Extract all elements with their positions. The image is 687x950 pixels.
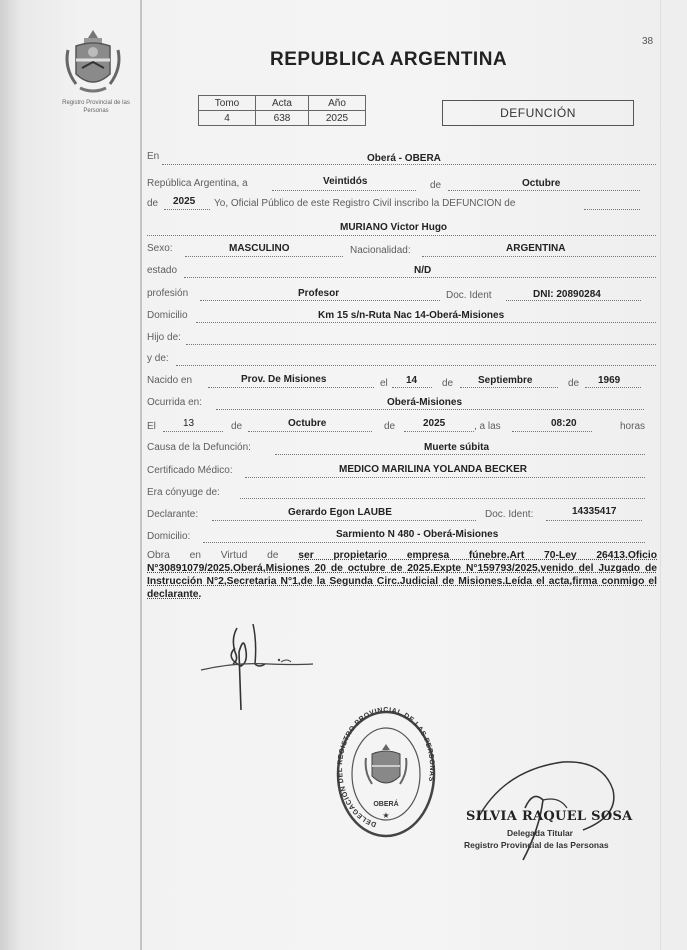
inscribo-line: [584, 209, 640, 210]
page-number: 38: [642, 36, 654, 47]
nacionalidad-value: ARGENTINA: [506, 243, 566, 254]
profesion-label: profesión: [147, 288, 189, 299]
de-label: de: [430, 180, 442, 191]
acta-value: 638: [256, 111, 309, 126]
causa-label: Causa de la Defunción:: [147, 442, 251, 453]
document-title: REPUBLICA ARGENTINA: [270, 49, 508, 70]
causa-value: Muerte súbita: [424, 442, 490, 453]
mes-value: Octubre: [522, 178, 561, 189]
domicilio-2-label: Domicilio:: [147, 531, 191, 542]
profesion-line: [200, 300, 440, 301]
domicilio-line: [196, 322, 656, 323]
de-label-3: de: [442, 378, 454, 389]
def-dia-value: 13: [183, 418, 195, 429]
nacionalidad-line: [422, 256, 656, 257]
de-label-6: de: [384, 421, 396, 432]
y-de-label: y de:: [147, 353, 169, 364]
official-org: Registro Provincial de las Personas: [464, 840, 609, 850]
page-edge: [660, 0, 661, 950]
anio-value: 2025: [173, 196, 196, 207]
y-de-line: [176, 365, 656, 366]
el-label: el: [380, 378, 388, 389]
ocurrida-label: Ocurrida en:: [147, 397, 203, 408]
def-hora-line: [512, 431, 592, 432]
nacido-label: Nacido en: [147, 375, 193, 386]
declarante-value: Gerardo Egon LAUBE: [288, 507, 392, 518]
doc-ident-2-line: [546, 520, 642, 521]
tomo-acta-table: [198, 95, 366, 126]
domicilio-2-value: Sarmiento N 480 - Oberá-Misiones: [336, 529, 499, 540]
conyuge-label: Era cónyuge de:: [147, 487, 220, 498]
profesion-value: Profesor: [298, 288, 340, 299]
official-role: Delegada Titular: [507, 828, 573, 838]
nacido-line: [208, 387, 374, 388]
doc-ident-label: Doc. Ident: [446, 290, 492, 301]
el-label-2: El: [147, 421, 156, 432]
en-label: En: [147, 151, 160, 162]
acta-header: Acta: [256, 96, 309, 111]
inscribo-text: Yo, Oficial Público de este Registro Civil inscribo la DEFUNCION de: [214, 198, 516, 209]
ocurrida-value: Oberá-Misiones: [387, 397, 463, 408]
def-anio-line: [404, 431, 474, 432]
mes-line: [448, 190, 640, 191]
sexo-value: MASCULINO: [229, 243, 290, 254]
certificado-value: MEDICO MARILINA YOLANDA BECKER: [339, 464, 527, 475]
de-label-5: de: [231, 421, 243, 432]
def-dia-line: [163, 431, 223, 432]
nombre-value: MURIANO Victor Hugo: [340, 222, 448, 233]
domicilio-label: Domicilio: [147, 310, 188, 321]
estado-value: N/D: [414, 265, 432, 276]
ocurrida-line: [216, 409, 644, 410]
def-hora-value: 08:20: [551, 418, 577, 429]
seal-outer-text: DELEGACIÓN DEL REGISTRO PROVINCIAL DE LAS PERSONAS: [337, 706, 436, 828]
declarante-line: [212, 520, 476, 521]
doc-ident-line: [506, 300, 641, 301]
doc-ident-2-value: 14335417: [572, 506, 617, 517]
de-label-4: de: [568, 378, 580, 389]
nac-mes-value: Septiembre: [478, 375, 533, 386]
estado-label: estado: [147, 265, 178, 276]
en-line: [162, 164, 656, 165]
def-anio-value: 2025: [423, 418, 446, 429]
def-mes-line: [248, 431, 372, 432]
nac-anio-value: 1969: [598, 375, 621, 386]
horas-label: horas: [620, 421, 646, 432]
sexo-line: [185, 256, 343, 257]
domicilio-2-line: [203, 542, 645, 543]
estado-line: [184, 277, 656, 278]
a-las-label: , a las: [474, 421, 501, 432]
def-mes-value: Octubre: [288, 418, 327, 429]
domicilio-value: Km 15 s/n-Ruta Nac 14-Oberá-Misiones: [318, 310, 505, 321]
en-value: Oberá - OBERA: [367, 153, 441, 164]
nac-mes-line: [460, 387, 558, 388]
doc-ident-value: DNI: 20890284: [533, 289, 601, 300]
seal-crest-icon: [366, 744, 407, 784]
official-seal: [334, 706, 438, 842]
doc-ident-2-label: Doc. Ident:: [485, 509, 534, 520]
declarante-signature-icon: [195, 618, 325, 718]
tomo-header: Tomo: [199, 96, 256, 111]
causa-line: [275, 454, 645, 455]
nac-dia-value: 14: [406, 375, 418, 386]
registro-provincial-label: Registro Provincial de las Personas: [62, 100, 130, 114]
de-label-2: de: [147, 198, 159, 209]
certificado-label: Certificado Médico:: [147, 465, 233, 476]
obra-paragraph: [147, 549, 657, 601]
hijo-de-line: [186, 344, 656, 345]
nac-anio-line: [585, 387, 641, 388]
nombre-line: [147, 235, 656, 236]
anio-header: Año: [309, 96, 366, 111]
seal-city-text: OBERÁ: [373, 801, 399, 808]
official-name: SILVIA RAQUEL SOSA: [466, 809, 633, 824]
document-type-box: DEFUNCIÓN: [442, 100, 634, 126]
nac-dia-line: [392, 387, 432, 388]
binding-line: [140, 0, 142, 950]
certificado-line: [245, 477, 645, 478]
obra-text: ser propietario empresa fúnebre.Art 70-Ley 26413.Oficio N°30891079/2025.Oberá,Misiones 20 de octubre de 2025.Expte N°159793/2025,venido del Juzgado de Instrucción N°2,Secretaria N°1,de la Segunda Circ.Judicial de Misiones.Leída el acta,firma conmigo el declarante.: [147, 550, 657, 600]
nacionalidad-label: Nacionalidad:: [350, 245, 411, 256]
obra-prefix: Obra en Virtud de: [147, 550, 279, 561]
republica-label: República Argentina, a: [147, 178, 248, 189]
nacido-value: Prov. De Misiones: [241, 374, 327, 385]
anio-line: [164, 209, 210, 210]
tomo-value: 4: [199, 111, 256, 126]
dia-line: [272, 190, 416, 191]
hijo-de-label: Hijo de:: [147, 332, 181, 343]
declarante-label: Declarante:: [147, 509, 199, 520]
seal-star-icon: ★: [382, 811, 390, 820]
anio-value: 2025: [309, 111, 366, 126]
dia-letras-value: Veintidós: [323, 176, 368, 187]
sexo-label: Sexo:: [147, 243, 173, 254]
conyuge-line: [240, 498, 645, 499]
province-crest-icon: [62, 28, 124, 98]
